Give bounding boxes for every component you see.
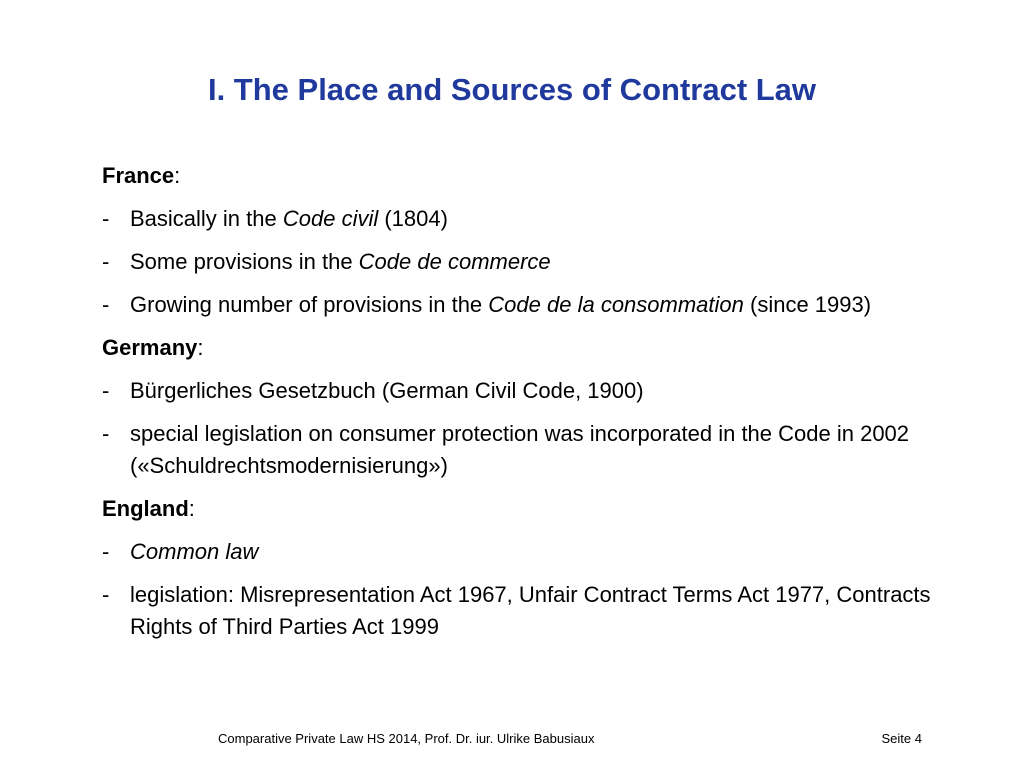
section-heading-england — [102, 493, 942, 525]
bullet-dash: - — [102, 539, 110, 564]
item-italic: Code civil — [282, 206, 379, 231]
section-heading-germany — [102, 332, 942, 364]
bullet-dash: - — [102, 249, 110, 274]
item-italic: Common law — [130, 539, 259, 564]
heading-label: England — [102, 496, 189, 521]
bullet-dash: - — [102, 378, 110, 403]
list-item — [102, 289, 942, 321]
list-item — [102, 203, 942, 235]
item-text: Basically in the — [130, 206, 283, 231]
list-item — [102, 375, 942, 407]
footer-page-number: Seite 4 — [881, 731, 922, 746]
item-text-suffix: (since 1993) — [743, 292, 872, 317]
item-text: special legislation on consumer protection was incorporated in the Code in 2002 («Schuldrechtsmodernisierung») — [130, 421, 910, 478]
heading-label: Germany — [102, 335, 198, 360]
list-item — [102, 418, 942, 482]
section-heading-france — [102, 160, 942, 192]
item-text-suffix: (1804) — [378, 206, 448, 231]
bullet-dash: - — [102, 582, 110, 607]
bullet-dash: - — [102, 421, 110, 446]
footer-course-info: Comparative Private Law HS 2014, Prof. Dr. iur. Ulrike Babusiaux — [218, 731, 595, 746]
slide-title: I. The Place and Sources of Contract Law — [207, 72, 817, 107]
heading-colon: : — [188, 496, 195, 521]
bullet-dash: - — [102, 206, 110, 231]
list-item — [102, 246, 942, 278]
item-italic: Code de commerce — [358, 249, 551, 274]
item-text: Some provisions in the — [130, 249, 359, 274]
item-text: Bürgerliches Gesetzbuch (German Civil Code, 1900) — [130, 378, 644, 403]
list-item — [102, 536, 942, 568]
item-italic: Code de la consommation — [488, 292, 744, 317]
item-text: Growing number of provisions in the — [130, 292, 489, 317]
heading-colon: : — [174, 163, 181, 188]
heading-label: France — [102, 163, 175, 188]
heading-colon: : — [197, 335, 204, 360]
slide-content — [102, 160, 942, 654]
item-text: legislation: Misrepresentation Act 1967, Unfair Contract Terms Act 1977, Contracts Rights of Third Parties Act 1999 — [130, 582, 931, 639]
bullet-dash: - — [102, 292, 110, 317]
list-item — [102, 579, 942, 643]
